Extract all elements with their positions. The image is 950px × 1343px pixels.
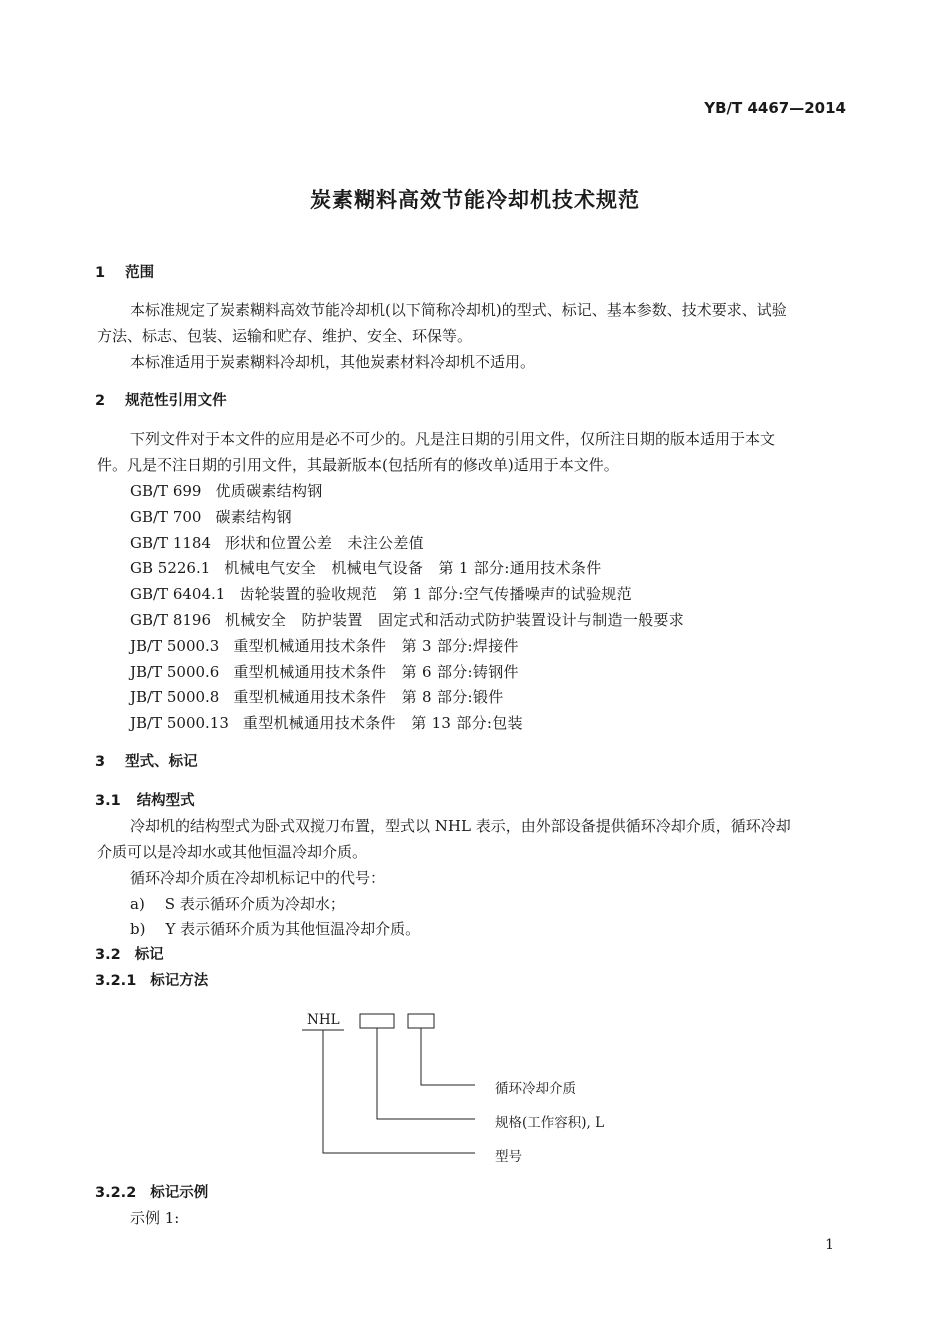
section-1-paragraph-2: 本标准适用于炭素糊料冷却机，其他炭素材料冷却机不适用。 — [130, 353, 536, 371]
reference-code: GB/T 8196 — [130, 611, 212, 629]
reference-code: JB/T 5000.6 — [130, 663, 220, 681]
reference-title: 重型机械通用技术条件 第 13 部分:包装 — [242, 714, 523, 732]
example-label: 示例 1: — [130, 1209, 180, 1227]
reference-item — [130, 712, 523, 733]
page-number: 1 — [825, 1237, 834, 1253]
section-title: 型式、标记 — [125, 754, 198, 770]
list-text: S 表示循环介质为冷却水； — [164, 895, 345, 913]
section-title: 标记 — [134, 947, 164, 963]
reference-item — [130, 609, 684, 630]
marking-method-diagram — [300, 1005, 640, 1175]
section-2-paragraph-line-2: 件。凡是不注日期的引用文件，其最新版本(包括所有的修改单)适用于本文件。 — [97, 456, 619, 474]
reference-code: GB/T 699 — [130, 482, 202, 500]
reference-code: GB/T 6404.1 — [130, 585, 226, 603]
reference-item — [130, 583, 632, 604]
list-item-b — [130, 918, 420, 939]
reference-code: JB/T 5000.3 — [130, 637, 220, 655]
reference-title: 碳素结构钢 — [215, 508, 292, 526]
section-1-paragraph-1-line-1: 本标准规定了炭素糊料高效节能冷却机(以下简称冷却机)的型式、标记、基本参数、技术要求、试验 — [130, 301, 787, 319]
reference-item — [130, 557, 602, 578]
section-number: 1 — [95, 265, 106, 281]
reference-title: 重型机械通用技术条件 第 3 部分:焊接件 — [233, 637, 519, 655]
diagram-label-spec: 规格(工作容积), L — [495, 1115, 605, 1131]
reference-item — [130, 532, 424, 553]
reference-title: 机械电气安全 机械电气设备 第 1 部分:通用技术条件 — [224, 559, 602, 577]
list-marker: b) — [130, 920, 146, 938]
subsection-3-1-paragraph-line-1: 冷却机的结构型式为卧式双搅刀布置，型式以 NHL 表示，由外部设备提供循环冷却介质，循环冷却 — [130, 817, 791, 835]
section-number: 3.2.1 — [95, 973, 137, 989]
medium-placeholder-box — [408, 1014, 434, 1028]
reference-item — [130, 480, 323, 501]
section-title: 结构型式 — [136, 793, 195, 809]
reference-item — [130, 661, 519, 682]
reference-title: 机械安全 防护装置 固定式和活动式防护装置设计与制造一般要求 — [225, 611, 685, 629]
reference-title: 重型机械通用技术条件 第 8 部分:锻件 — [233, 688, 504, 706]
reference-title: 形状和位置公差 未注公差值 — [225, 534, 424, 552]
list-item-a — [130, 893, 345, 914]
section-number: 3.1 — [95, 793, 121, 809]
spec-leader-line — [377, 1028, 475, 1119]
reference-code: GB/T 700 — [130, 508, 202, 526]
reference-code: GB 5226.1 — [130, 559, 211, 577]
subsection-3-1-paragraph-2: 循环冷却介质在冷却机标记中的代号： — [130, 869, 386, 887]
reference-item — [130, 635, 519, 656]
reference-item — [130, 506, 292, 527]
section-3-heading — [95, 750, 198, 771]
section-number: 3.2.2 — [95, 1185, 137, 1201]
section-number: 3 — [95, 754, 106, 770]
model-leader-line — [323, 1030, 475, 1153]
reference-title: 齿轮装置的验收规范 第 1 部分:空气传播噪声的试验规范 — [239, 585, 632, 603]
section-title: 标记方法 — [150, 973, 209, 989]
list-text: Y 表示循环介质为其他恒温冷却介质。 — [165, 920, 421, 938]
section-2-heading — [95, 389, 227, 410]
reference-code: JB/T 5000.8 — [130, 688, 220, 706]
section-title: 标记示例 — [150, 1185, 209, 1201]
reference-item — [130, 686, 504, 707]
document-title: 炭素糊料高效节能冷却机技术规范 — [310, 188, 640, 212]
section-1-paragraph-1-line-2: 方法、标志、包装、运输和贮存、维护、安全、环保等。 — [97, 327, 473, 345]
diagram-prefix: NHL — [307, 1012, 340, 1028]
section-1-heading — [95, 261, 154, 282]
list-marker: a) — [130, 895, 145, 913]
subsection-3-1-heading — [95, 789, 195, 810]
section-title: 规范性引用文件 — [125, 393, 227, 409]
subsection-3-2-2-heading — [95, 1181, 208, 1202]
medium-leader-line — [421, 1028, 475, 1085]
section-number: 2 — [95, 393, 106, 409]
spec-placeholder-box — [360, 1014, 394, 1028]
standard-code: YB/T 4467—2014 — [704, 99, 846, 117]
subsection-3-2-heading — [95, 943, 164, 964]
section-2-paragraph-line-1: 下列文件对于本文件的应用是必不可少的。凡是注日期的引用文件，仅所注日期的版本适用于本文 — [130, 430, 776, 448]
reference-title: 优质碳素结构钢 — [215, 482, 323, 500]
section-number: 3.2 — [95, 947, 121, 963]
reference-title: 重型机械通用技术条件 第 6 部分:铸钢件 — [233, 663, 519, 681]
diagram-label-medium: 循环冷却介质 — [495, 1081, 576, 1097]
reference-code: GB/T 1184 — [130, 534, 212, 552]
subsection-3-1-paragraph-line-2: 介质可以是冷却水或其他恒温冷却介质。 — [97, 843, 368, 861]
subsection-3-2-1-heading — [95, 969, 208, 990]
reference-code: JB/T 5000.13 — [130, 714, 229, 732]
diagram-label-model: 型号 — [495, 1149, 522, 1165]
section-title: 范围 — [125, 265, 155, 281]
